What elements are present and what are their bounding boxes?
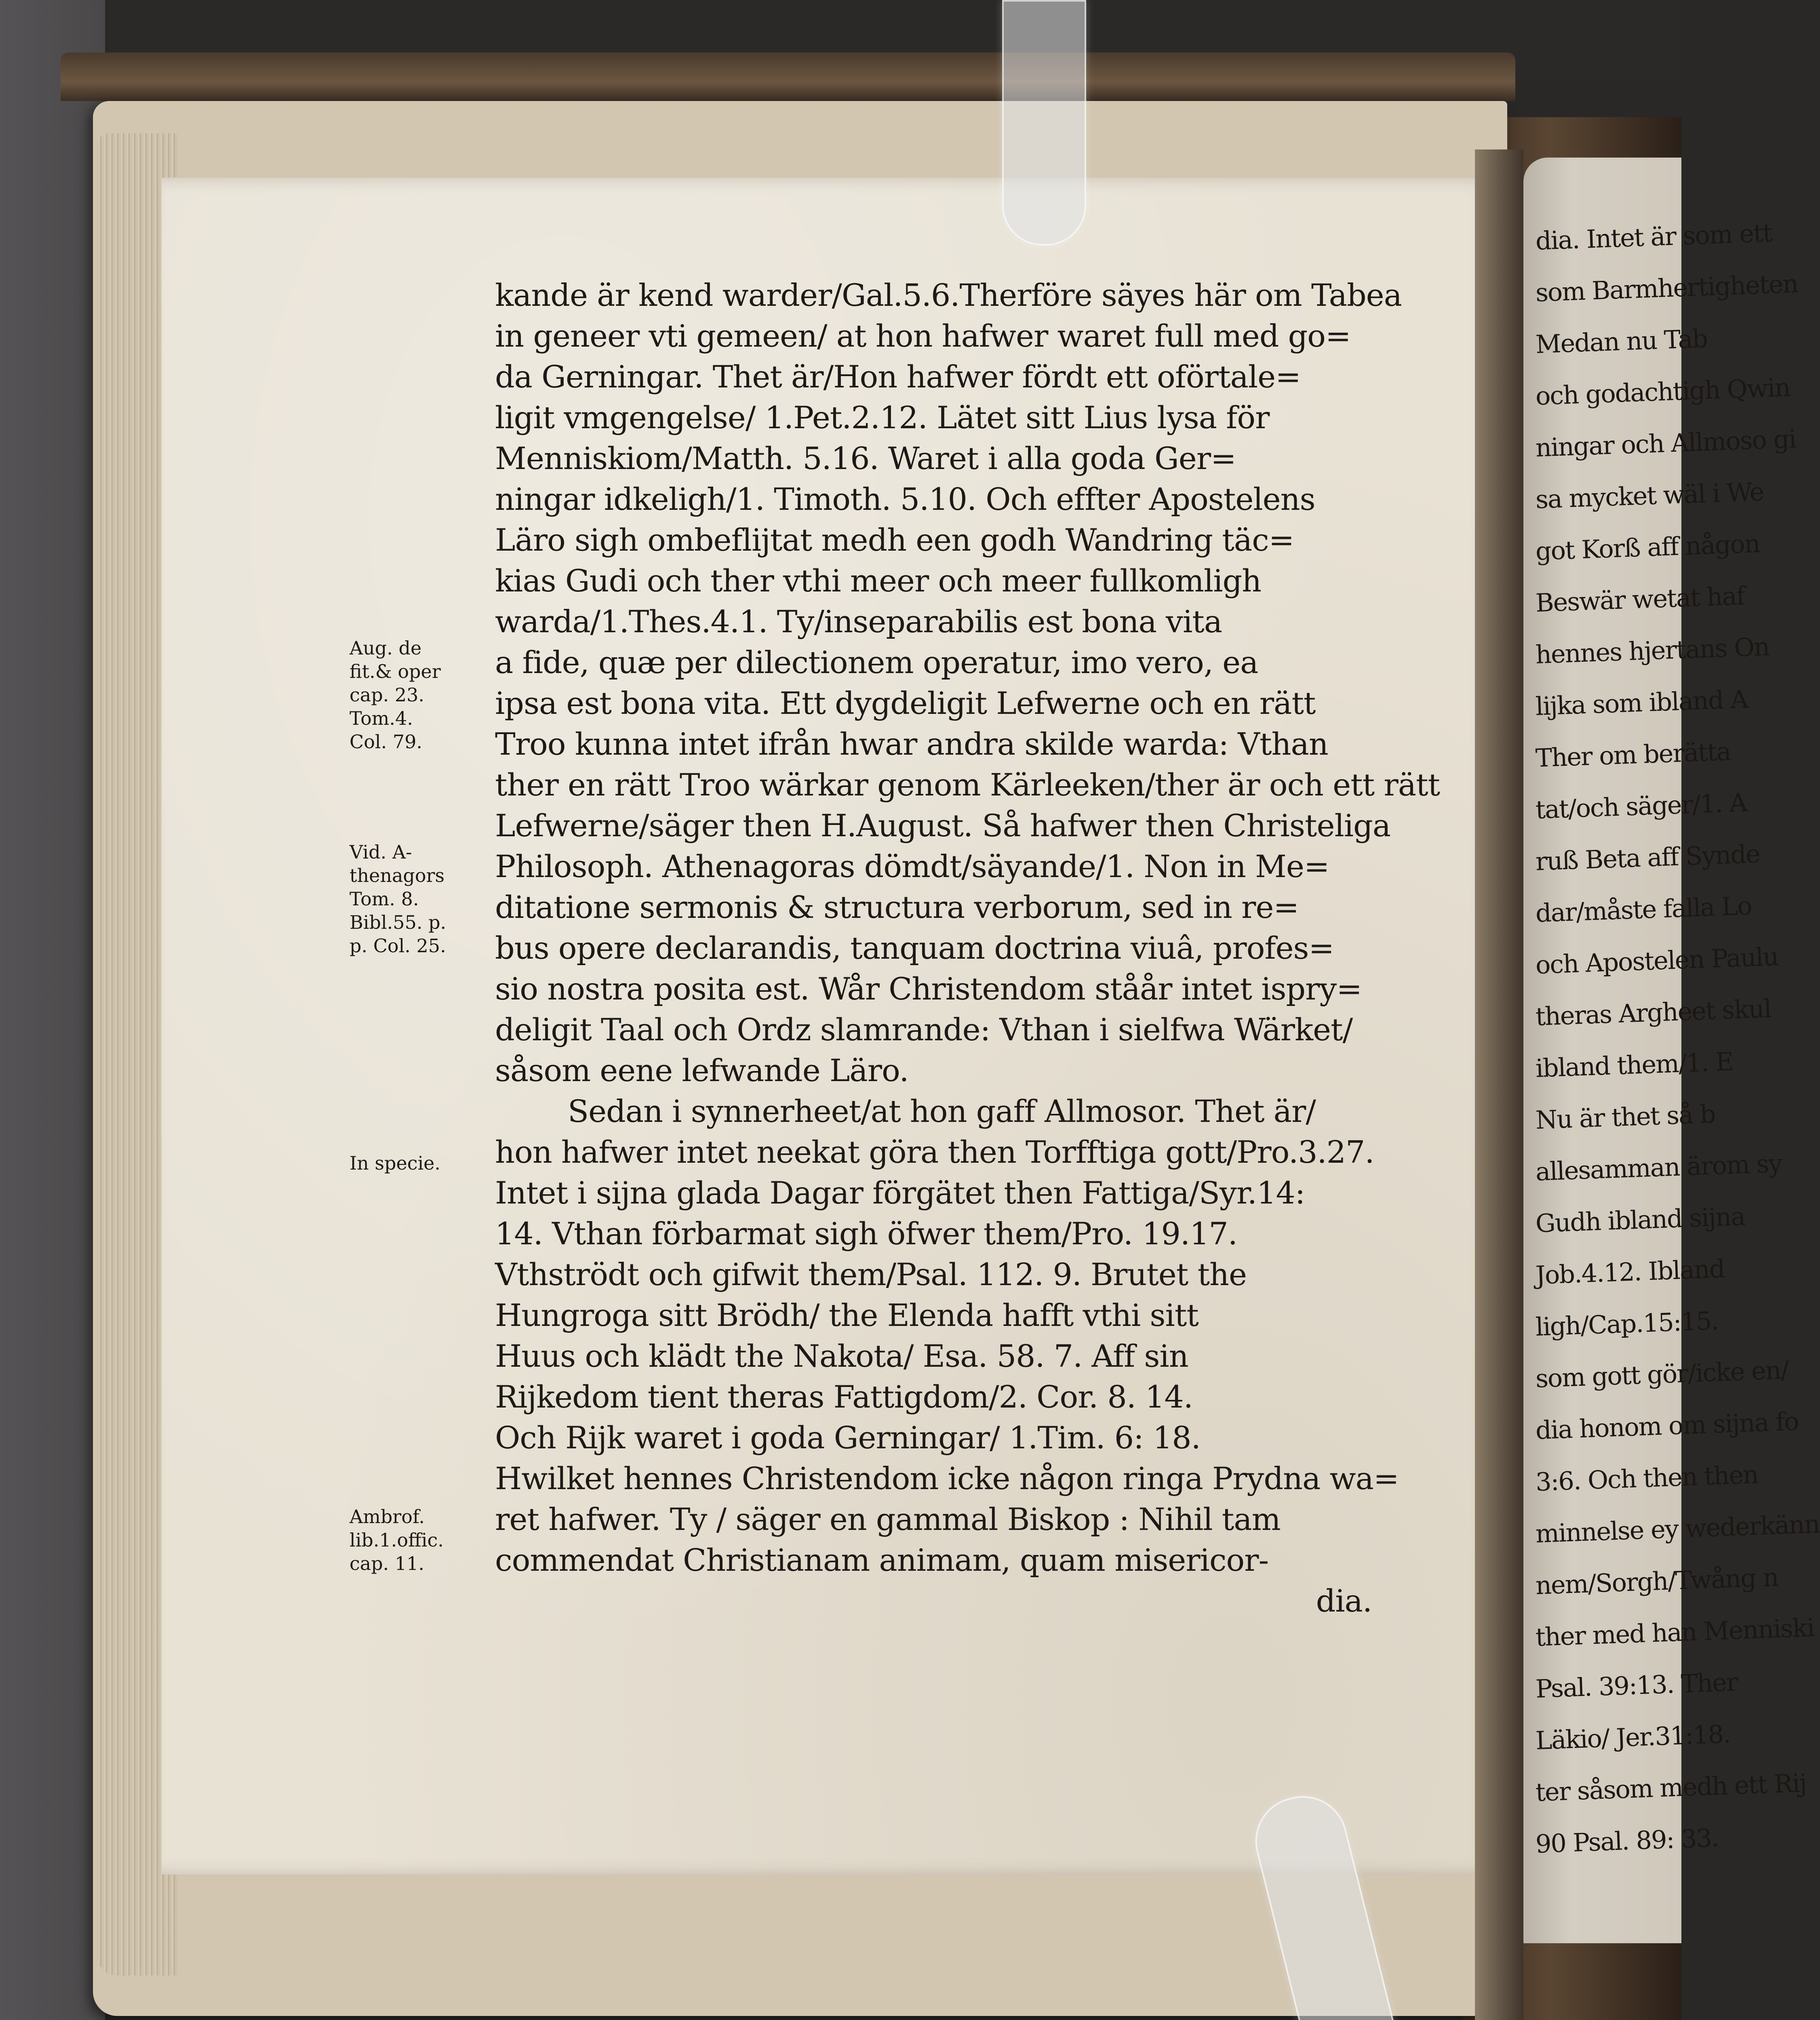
text-line: Philosoph. Athenagoras dömdt/säyande/1. Non in Me=: [495, 848, 1329, 884]
margin-note-ambrose: [350, 1505, 483, 1575]
margin-note-line: Ambrof.: [350, 1506, 425, 1528]
facing-page-line: och Apostelen Paulu: [1535, 942, 1779, 980]
facing-page-line: lijka som ibland A: [1535, 684, 1748, 721]
text-line: 14. Vthan förbarmat sigh öfwer them/Pro. 19.17.: [495, 1216, 1237, 1252]
facing-page-line: ther med han Menniski: [1535, 1612, 1815, 1652]
facing-page: [1523, 158, 1820, 1943]
text-line: ret hafwer. Ty / säger en gammal Biskop : Nihil tam: [495, 1501, 1281, 1537]
facing-page-line: Nu är thet så b: [1535, 1099, 1716, 1135]
page-clip-top: [1002, 0, 1086, 246]
text-line: kande är kend warder/Gal.5.6.Therföre säyes här om Tabea: [495, 277, 1402, 313]
facing-page-line: hennes hjertans On: [1535, 631, 1770, 669]
facing-page-line: och godachtigh Qwin: [1535, 372, 1791, 411]
facing-page-line: allesamman ärom sy: [1535, 1148, 1782, 1187]
text-line: Hungroga sitt Brödh/ the Elenda hafft vthi sitt: [495, 1297, 1199, 1333]
text-line: in geneer vti gemeen/ at hon hafwer waret full med go=: [495, 318, 1351, 354]
text-line: hon hafwer intet neekat göra then Torfftiga gott/Pro.3.27.: [495, 1134, 1374, 1170]
scanner-backdrop-left: [0, 0, 105, 2020]
margin-note-line: Bibl.55. p.: [350, 911, 447, 933]
margin-note-line: cap. 11.: [350, 1553, 425, 1574]
text-line: a fide, quæ per dilectionem operatur, imo vero, ea: [495, 644, 1258, 680]
text-line: Sedan i synnerheet/at hon gaff Allmosor. Thet är/: [568, 1093, 1316, 1129]
facing-page-line: ningar och Allmoso gi: [1535, 424, 1797, 463]
text-line: commendat Christianam animam, quam misericor-: [495, 1542, 1269, 1578]
text-line: Menniskiom/Matth. 5.16. Waret i alla goda Ger=: [495, 440, 1236, 476]
margin-note-line: In specie.: [350, 1152, 441, 1174]
text-line: ditatione sermonis & structura verborum, sed in re=: [495, 889, 1299, 925]
facing-page-line: ter såsom medh ett Rij: [1535, 1768, 1807, 1807]
facing-page-line: som gott gör/icke en/: [1535, 1355, 1789, 1393]
facing-page-line: sa mycket wäl i We: [1535, 477, 1764, 514]
facing-page-line: ruß Beta aff Synde: [1535, 839, 1760, 876]
facing-page-line: Beswär wetat haf: [1535, 581, 1745, 618]
facing-page-line: theras Argheet skul: [1535, 993, 1772, 1031]
margin-note-line: Aug. de: [350, 637, 422, 659]
text-line: Hwilket hennes Christendom icke någon ringa Prydna wa=: [495, 1460, 1399, 1496]
facing-page-line: tat/och säger/1. A: [1535, 787, 1747, 825]
text-line: Och Rijk waret i goda Gerningar/ 1.Tim. 6: 18.: [495, 1420, 1201, 1456]
facing-page-line: dia honom om sijna fo: [1535, 1406, 1799, 1445]
margin-note-line: Tom. 8.: [350, 888, 419, 910]
facing-page-line: dia. Intet är som ett: [1535, 218, 1772, 256]
main-text-block: [495, 275, 1440, 1621]
facing-page-line: dar/måste falla Lo: [1535, 891, 1752, 928]
facing-page-line: 3:6. Och then then: [1535, 1459, 1759, 1497]
text-line: da Gerningar. Thet är/Hon hafwer fördt ett oförtale=: [495, 359, 1301, 395]
facing-page-line: ibland them/1. E: [1535, 1046, 1734, 1083]
margin-note-in-specie: [350, 1151, 483, 1175]
text-line: Vthströdt och gifwit them/Psal. 112. 9. Brutet the: [495, 1256, 1247, 1292]
margin-note-line: Tom.4.: [350, 707, 413, 729]
facing-page-line: 90 Psal. 89: 33.: [1535, 1823, 1719, 1859]
text-line: warda/1.Thes.4.1. Ty/inseparabilis est bona vita: [495, 604, 1222, 640]
text-line: Lefwerne/säger then H.August. Så hafwer then Christeliga: [495, 808, 1391, 844]
margin-note-augustine: [350, 636, 483, 753]
facing-page-line: nem/Sorgh/Twång n: [1535, 1562, 1779, 1600]
facing-page-line: Job.4.12. Ibland: [1535, 1254, 1725, 1290]
text-line: ligit vmgengelse/ 1.Pet.2.12. Lätet sitt Lius lysa för: [495, 400, 1270, 436]
facing-page-line: Medan nu Tab: [1535, 324, 1708, 359]
text-line: Rijkedom tient theras Fattigdom/2. Cor. 8. 14.: [495, 1379, 1193, 1415]
facing-page-line: Psal. 39:13. Ther: [1535, 1667, 1738, 1704]
margin-note-athenagoras: [350, 840, 483, 957]
facing-page-line: Läkio/ Jer.31:18.: [1535, 1719, 1731, 1755]
text-line: kias Gudi och ther vthi meer och meer fullkomligh: [495, 563, 1262, 599]
text-line: Troo kunna intet ifrån hwar andra skilde warda: Vthan: [495, 726, 1328, 762]
text-line: ipsa est bona vita. Ett dygdeligit Lefwerne och en rätt: [495, 685, 1316, 721]
text-line: ningar idkeligh/1. Timoth. 5.10. Och effter Apostelens: [495, 481, 1315, 517]
text-line: ther en rätt Troo wärkar genom Kärleeken/ther är och ett rätt: [495, 767, 1440, 803]
facing-page-line: Ther om berätta: [1535, 736, 1731, 773]
text-line: Intet i sijna glada Dagar förgätet then Fattiga/Syr.14:: [495, 1175, 1305, 1211]
margin-note-line: Vid. A-: [350, 841, 412, 863]
margin-note-line: p. Col. 25.: [350, 935, 446, 957]
margin-note-line: thenagors: [350, 865, 445, 886]
facing-page-line: got Korß aff någon: [1535, 528, 1760, 566]
margin-note-line: Col. 79.: [350, 731, 423, 753]
facing-page-line: som Barmhertigheten: [1535, 269, 1799, 307]
text-line: sio nostra posita est. Wår Christendom ståår intet ispry=: [495, 971, 1362, 1007]
margin-note-line: lib.1.offic.: [350, 1529, 444, 1551]
text-line-last: dia.: [1316, 1583, 1372, 1619]
text-line: Huus och klädt the Nakota/ Esa. 58. 7. Aff sin: [495, 1338, 1188, 1374]
text-line: Läro sigh ombeflijtat medh een godh Wandring täc=: [495, 522, 1294, 558]
book-cover-top: [61, 53, 1515, 101]
text-line: deligit Taal och Ordz slamrande: Vthan i sielfwa Wärket/: [495, 1012, 1353, 1048]
facing-page-line: ligh/Cap.15:15.: [1535, 1306, 1719, 1342]
margin-note-line: cap. 23.: [350, 684, 425, 706]
text-line: såsom eene lefwande Läro.: [495, 1052, 909, 1088]
facing-page-line: minnelse ey wederkänn: [1535, 1509, 1820, 1549]
margin-note-line: fit.& oper: [350, 661, 441, 682]
facing-page-line: Gudh ibland sijna: [1535, 1201, 1746, 1238]
text-line: bus opere declarandis, tanquam doctrina viuâ, profes=: [495, 930, 1334, 966]
gutter-shadow: [1475, 149, 1523, 2020]
